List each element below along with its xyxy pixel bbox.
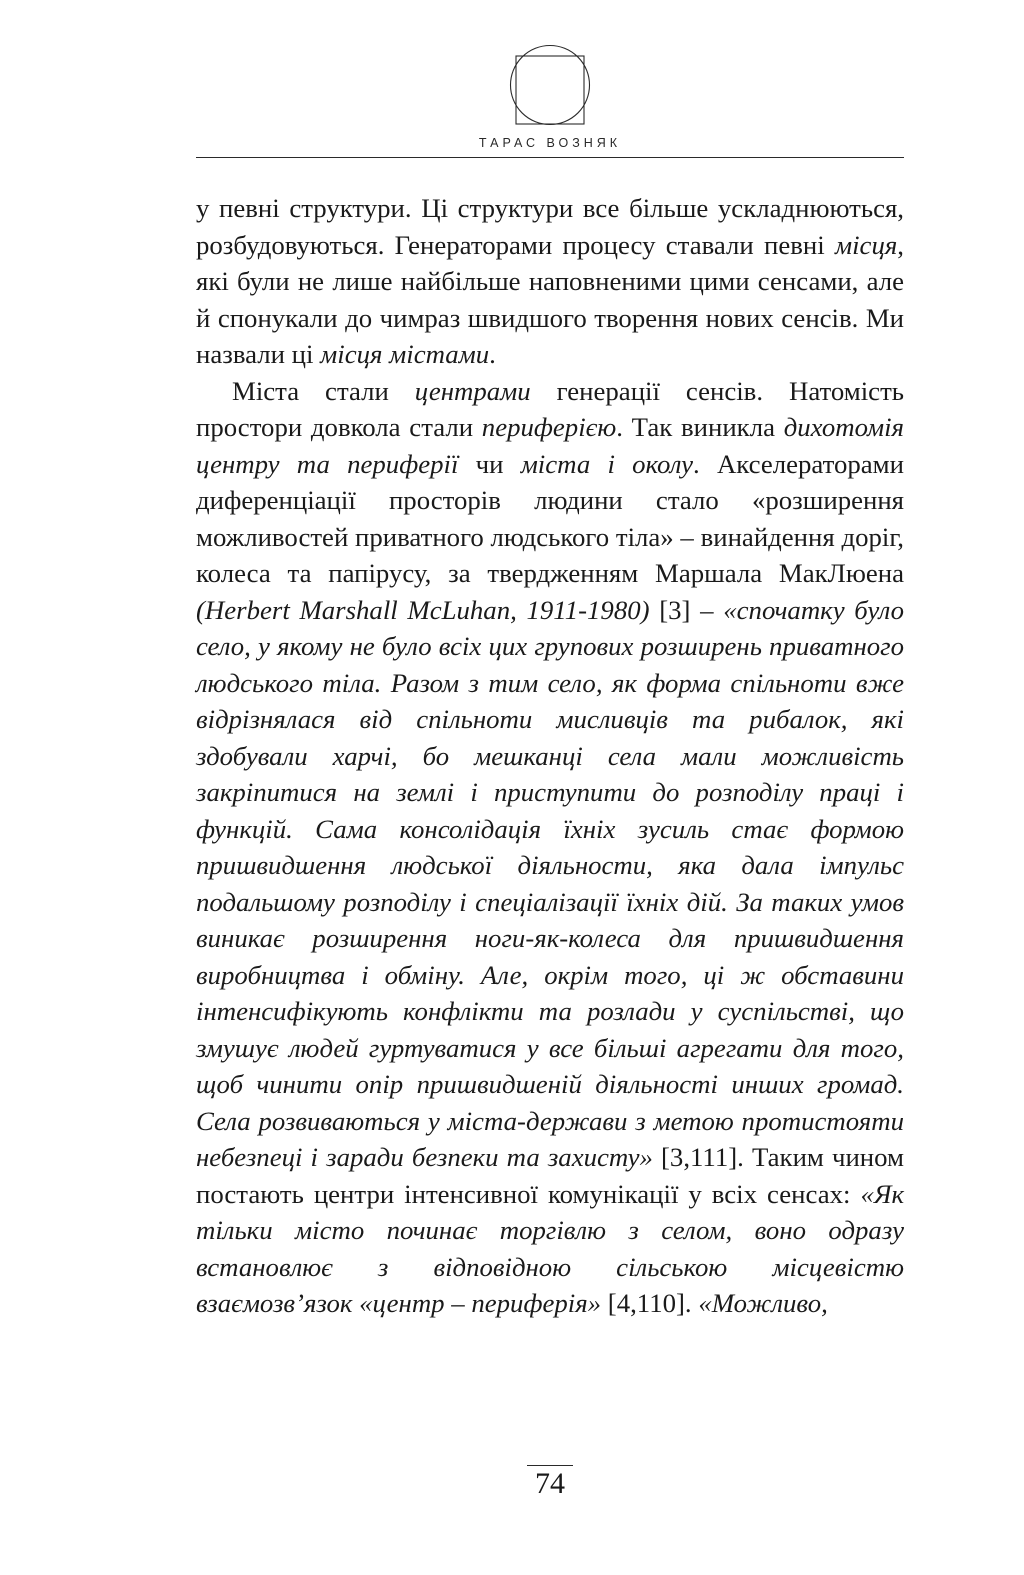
italic-quotation: «Можливо, xyxy=(698,1288,828,1318)
citation: [3] – xyxy=(649,594,724,625)
italic-quotation: «Як тільки місто починає торгівлю з селом, воно одразу встановлює з відповідною сільською місцевістю взаємозв’язок «центр – периферія» xyxy=(196,1178,904,1318)
text-run: у певні структури. Ці структури все більше ускладнюються, розбудовуються. Генераторами процесу ставали певні xyxy=(196,193,904,260)
citation: [4,110]. xyxy=(601,1288,699,1318)
text-run: Міста стали xyxy=(232,375,415,406)
text-run: . xyxy=(489,339,496,369)
text-run: [3,111]. Таким чином постають центри інтенсивної комунікації у всіх сенсах: xyxy=(196,1142,904,1209)
text-run: генерації сенсів. Натомість простори довкола стали xyxy=(196,375,904,442)
text-run: . Так виникла xyxy=(616,412,784,442)
italic-term: міста і околу xyxy=(520,448,694,479)
italic-author-name: (Herbert Marshall McLuhan, 1911-1980) xyxy=(196,594,650,625)
header-rule xyxy=(196,157,904,158)
body-text xyxy=(196,190,904,1322)
italic-term: місця xyxy=(835,229,898,260)
italic-quotation: «спочатку було село, у якому не було всіх цих групових розширень приватного людського тіла. Разом з тим село, як форма спільноти вже відрізнялася від спільноти мисливців та рибалок, які здобували харчі, бо мешканці села мали можливість закріпитися на землі і приступити до розподілу праці і функцій. Сама консолідація їхніх зусиль стає формою пришвидшення людської діяльности, яка дала імпульс подальшому розподілу і спеціалізації їхніх дій. За таких умов виникає розширення ноги-як-колеса для пришвидшення виробництва і обміну. Але, окрім того, ці ж обставини інтенсифікують конфлікти та розлади у суспільстві, що змушує людей гуртуватися у все більші агрегати для того, щоб чинити опір пришвидшеній діяльності инших громад. Села розвиваються у міста-держави з метою протистояти небезпеці і заради безпеки та захисту» xyxy=(196,594,904,1172)
italic-term: місця містами xyxy=(320,339,490,369)
text-run: , які були не лише найбільше наповненими цими сенсами, але й спонукали до чимраз швидшого творення нових сенсів. Ми назвали ці xyxy=(196,229,904,369)
italic-term: центрами xyxy=(414,375,531,406)
italic-term: дихотомія центру та периферії xyxy=(196,412,904,479)
text-run: . Акселераторами диференціації просторів людини стало «розширення можливостей приватного людського тіла» – винайдення доріг, колеса та папірусу, за твердженням Маршала МакЛюена xyxy=(196,448,904,588)
italic-term: периферією xyxy=(481,412,617,442)
paragraph-1 xyxy=(196,190,904,373)
paragraph-2 xyxy=(196,373,904,1322)
text-run: чи xyxy=(458,448,521,479)
page-number: 74 xyxy=(535,1467,565,1500)
running-head: ТАРАС ВОЗНЯК xyxy=(478,136,622,150)
circle-square-emblem-icon xyxy=(509,44,591,126)
